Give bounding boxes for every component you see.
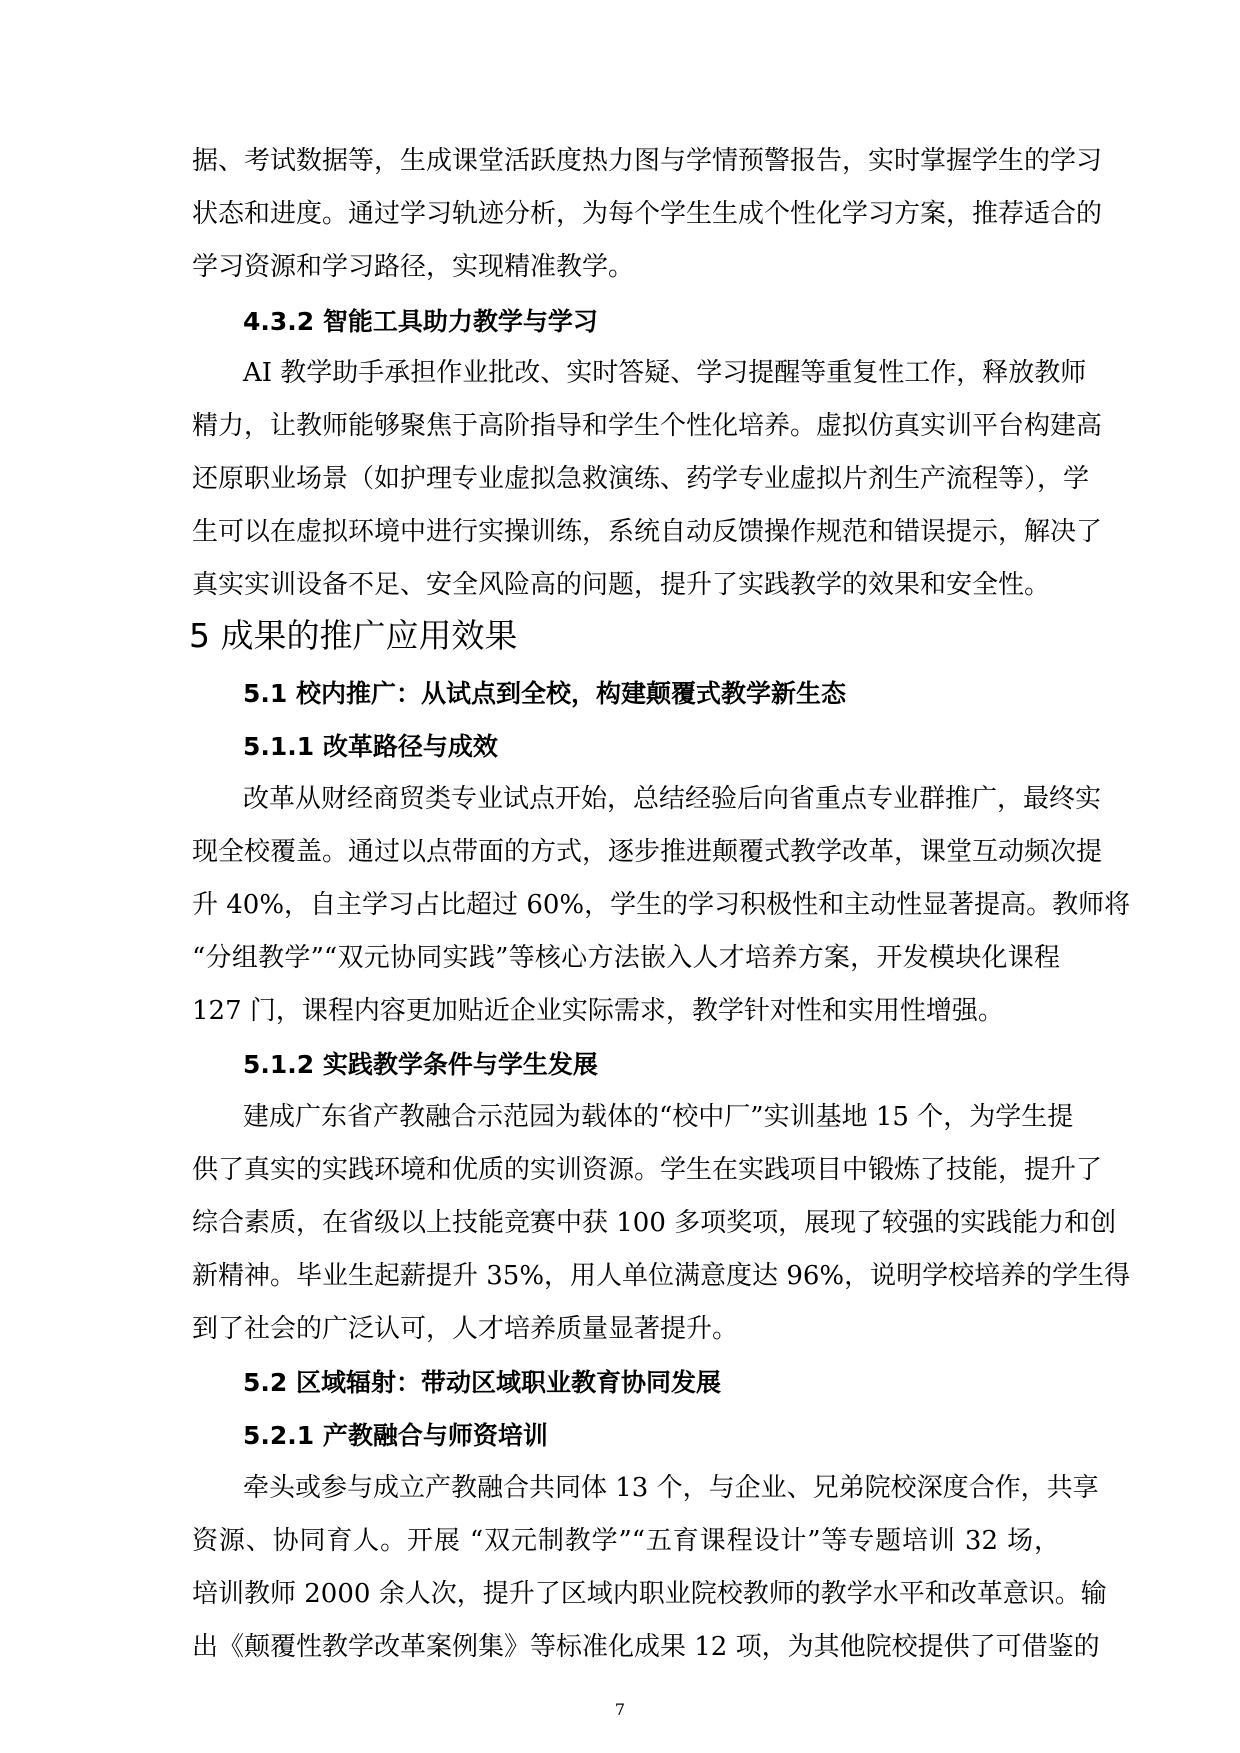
paragraph-line: 还原职业场景（如护理专业虚拟急救演练、药学专业虚拟片剂生产流程等），学	[192, 464, 1090, 494]
paragraph-line: “分组教学”“双元协同实践”等核心方法嵌入人才培养方案，开发模块化课程	[192, 943, 1060, 973]
paragraph-line: 学习资源和学习路径，实现精准教学。	[192, 252, 635, 282]
paragraph-line: 培训教师 2000 余人次，提升了区域内职业院校教师的教学水平和改革意识。输	[192, 1579, 1107, 1609]
paragraph-line: 到了社会的广泛认可，人才培养质量显著提升。	[192, 1314, 739, 1344]
section-heading-5-1-1: 5.1.1 改革路径与成效	[243, 732, 498, 761]
section-heading-5-2: 5.2 区域辐射：带动区域职业教育协同发展	[243, 1368, 721, 1397]
paragraph-line: 出《颠覆性教学改革案例集》等标准化成果 12 项，为其他院校提供了可借鉴的	[192, 1632, 1100, 1662]
paragraph-line: 真实实训设备不足、安全风险高的问题，提升了实践教学的效果和安全性。	[192, 570, 1051, 600]
section-heading-5-1-2: 5.1.2 实践教学条件与学生发展	[243, 1050, 598, 1079]
page-number: 7	[614, 1700, 626, 1719]
paragraph-line: 升 40%，自主学习占比超过 60%，学生的学习积极性和主动性显著提高。教师将	[192, 890, 1131, 920]
section-heading-5-2-1: 5.2.1 产教融合与师资培训	[243, 1421, 548, 1450]
chapter-heading-5: 5 成果的推广应用效果	[189, 616, 518, 655]
section-heading-5-1: 5.1 校内推广：从试点到全校，构建颠覆式教学新生态	[243, 679, 846, 708]
paragraph-line: 综合素质，在省级以上技能竞赛中获 100 多项奖项，展现了较强的实践能力和创	[192, 1208, 1117, 1238]
section-heading-4-3-2: 4.3.2 智能工具助力教学与学习	[243, 307, 598, 336]
paragraph-line: 改革从财经商贸类专业试点开始，总结经验后向省重点专业群推广，最终实	[243, 784, 1102, 814]
paragraph-line: AI 教学助手承担作业批改、实时答疑、学习提醒等重复性工作，释放教师	[243, 358, 1087, 388]
paragraph-line: 状态和进度。通过学习轨迹分析，为每个学生生成个性化学习方案，推荐适合的	[192, 199, 1103, 229]
paragraph-line: 精力，让教师能够聚焦于高阶指导和学生个性化培养。虚拟仿真实训平台构建高	[192, 411, 1103, 441]
paragraph-line: 供了真实的实践环境和优质的实训资源。学生在实践项目中锻炼了技能，提升了	[192, 1155, 1103, 1185]
paragraph-line: 据、考试数据等，生成课堂活跃度热力图与学情预警报告，实时掌握学生的学习	[192, 146, 1103, 176]
paragraph-line: 牵头或参与成立产教融合共同体 13 个，与企业、兄弟院校深度合作，共享	[243, 1473, 1099, 1503]
paragraph-line: 新精神。毕业生起薪提升 35%，用人单位满意度达 96%，说明学校培养的学生得	[192, 1261, 1131, 1291]
paragraph-line: 建成广东省产教融合示范园为载体的“校中厂”实训基地 15 个，为学生提	[243, 1102, 1074, 1132]
paragraph-line: 现全校覆盖。通过以点带面的方式，逐步推进颠覆式教学改革，课堂互动频次提	[192, 837, 1103, 867]
paragraph-line: 生可以在虚拟环境中进行实操训练，系统自动反馈操作规范和错误提示，解决了	[192, 517, 1103, 547]
paragraph-line: 127 门，课程内容更加贴近企业实际需求，教学针对性和实用性增强。	[192, 996, 1004, 1026]
paragraph-line: 资源、协同育人。开展 “双元制教学”“五育课程设计”等专题培训 32 场，	[192, 1526, 1060, 1556]
